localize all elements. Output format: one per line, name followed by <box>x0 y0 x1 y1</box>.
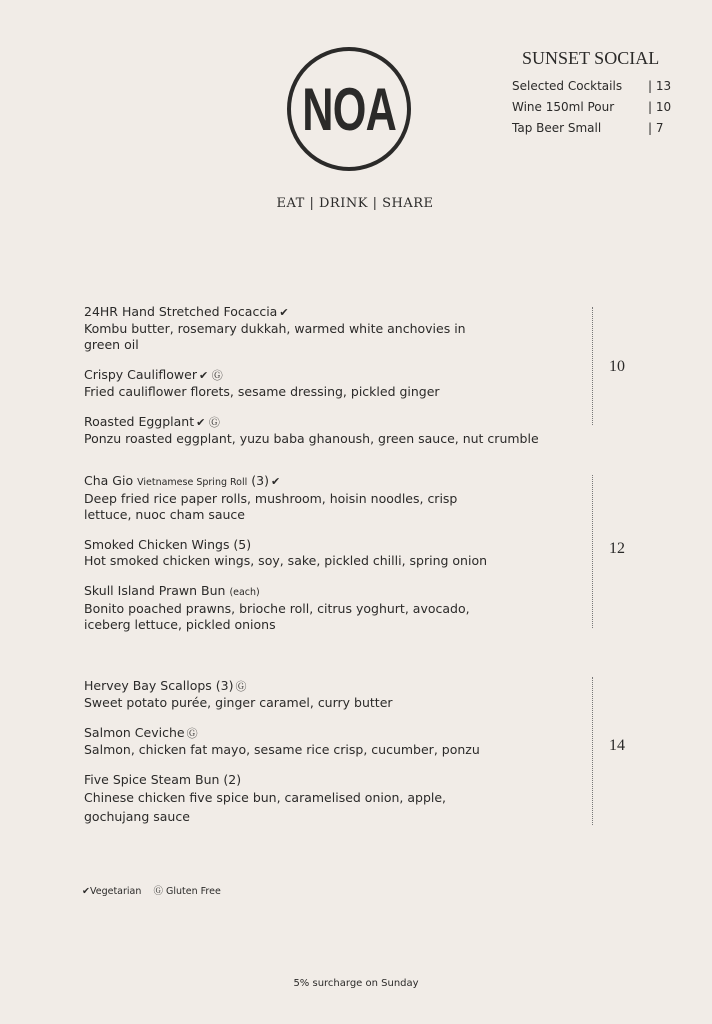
menu-item <box>84 678 604 711</box>
tagline: EAT | DRINK | SHARE <box>276 196 434 211</box>
diet-icons: ✔ Ⓖ <box>196 416 220 429</box>
menu-item <box>84 473 604 523</box>
group-price: 14 <box>609 737 625 754</box>
menu-group-1 <box>84 304 604 461</box>
sunset-title: SUNSET SOCIAL <box>522 48 660 68</box>
item-price: | 7 <box>648 120 664 135</box>
gluten-free-icon: Ⓖ <box>153 886 163 897</box>
legend-gluten-free: Gluten Free <box>166 886 221 897</box>
item-title: Hervey Bay Scallops (3) <box>84 678 234 693</box>
item-title: Smoked Chicken Wings (5) <box>84 537 252 552</box>
item-desc: Hot smoked chicken wings, soy, sake, pickled chilli, spring onion <box>84 553 488 568</box>
item-title: Salmon Ceviche <box>84 725 185 740</box>
diet-icons: ✔ Ⓖ <box>199 369 223 382</box>
item-name: Selected Cocktails <box>512 78 623 93</box>
legend-vegetarian: Vegetarian <box>89 886 142 897</box>
item-title: Skull Island Prawn Bun <box>84 583 226 598</box>
group-price: 10 <box>609 358 625 375</box>
sunset-item <box>512 117 682 138</box>
item-desc: Sweet potato purée, ginger caramel, curry butter <box>84 695 393 710</box>
item-subtitle: Vietnamese Spring Roll <box>137 477 248 488</box>
item-name: Wine 150ml Pour <box>512 99 615 114</box>
item-desc: Deep fried rice paper rolls, mushroom, hoisin noodles, crisp lettuce, nuoc cham sauce <box>84 491 458 522</box>
item-title: 24HR Hand Stretched Focaccia <box>84 304 278 319</box>
item-desc: Chinese chicken five spice bun, caramelised onion, apple, gochujang sauce <box>84 790 447 824</box>
noa-logo <box>287 47 411 171</box>
legend <box>82 883 221 897</box>
menu-item <box>84 414 604 447</box>
item-desc: Salmon, chicken fat mayo, sesame rice crisp, cucumber, ponzu <box>84 742 480 757</box>
item-desc: Fried cauliflower florets, sesame dressing, pickled ginger <box>84 384 440 399</box>
item-qty: (3) <box>251 473 269 488</box>
logo-text: NOA <box>302 75 396 143</box>
gluten-free-icon: Ⓖ <box>186 727 198 740</box>
item-price: | 13 <box>648 78 672 93</box>
menu-item <box>84 304 604 353</box>
item-title: Five Spice Steam Bun (2) <box>84 772 242 787</box>
vegetarian-icon: ✔ <box>270 475 281 488</box>
item-title: Cha Gio <box>84 473 134 488</box>
vegetarian-icon: ✔ <box>82 886 90 897</box>
menu-item <box>84 725 604 758</box>
item-subtitle: (each) <box>229 587 260 598</box>
footer-note: 5% surcharge on Sunday <box>293 978 419 989</box>
group-price: 12 <box>609 540 625 557</box>
divider <box>592 307 593 425</box>
menu-item <box>84 583 604 633</box>
vegetarian-icon: ✔ <box>279 306 289 319</box>
item-title: Roasted Eggplant <box>84 414 195 429</box>
sunset-item <box>512 75 682 96</box>
item-desc: Ponzu roasted eggplant, yuzu baba ghanoush, green sauce, nut crumble <box>84 431 539 446</box>
menu-item <box>84 537 604 569</box>
menu-item <box>84 772 604 826</box>
menu-group-3 <box>84 678 604 840</box>
divider <box>592 677 593 825</box>
sunset-item <box>512 96 682 117</box>
menu-item <box>84 367 604 400</box>
item-desc: Bonito poached prawns, brioche roll, citrus yoghurt, avocado, iceberg lettuce, pickled onions <box>84 601 470 632</box>
divider <box>592 475 593 628</box>
item-name: Tap Beer Small <box>512 120 602 135</box>
item-desc: Kombu butter, rosemary dukkah, warmed white anchovies in green oil <box>84 321 466 352</box>
menu-group-2 <box>84 473 604 647</box>
sunset-social <box>512 48 682 138</box>
gluten-free-icon: Ⓖ <box>235 680 247 693</box>
item-title: Crispy Cauliflower <box>84 367 197 382</box>
item-price: | 10 <box>648 99 672 114</box>
